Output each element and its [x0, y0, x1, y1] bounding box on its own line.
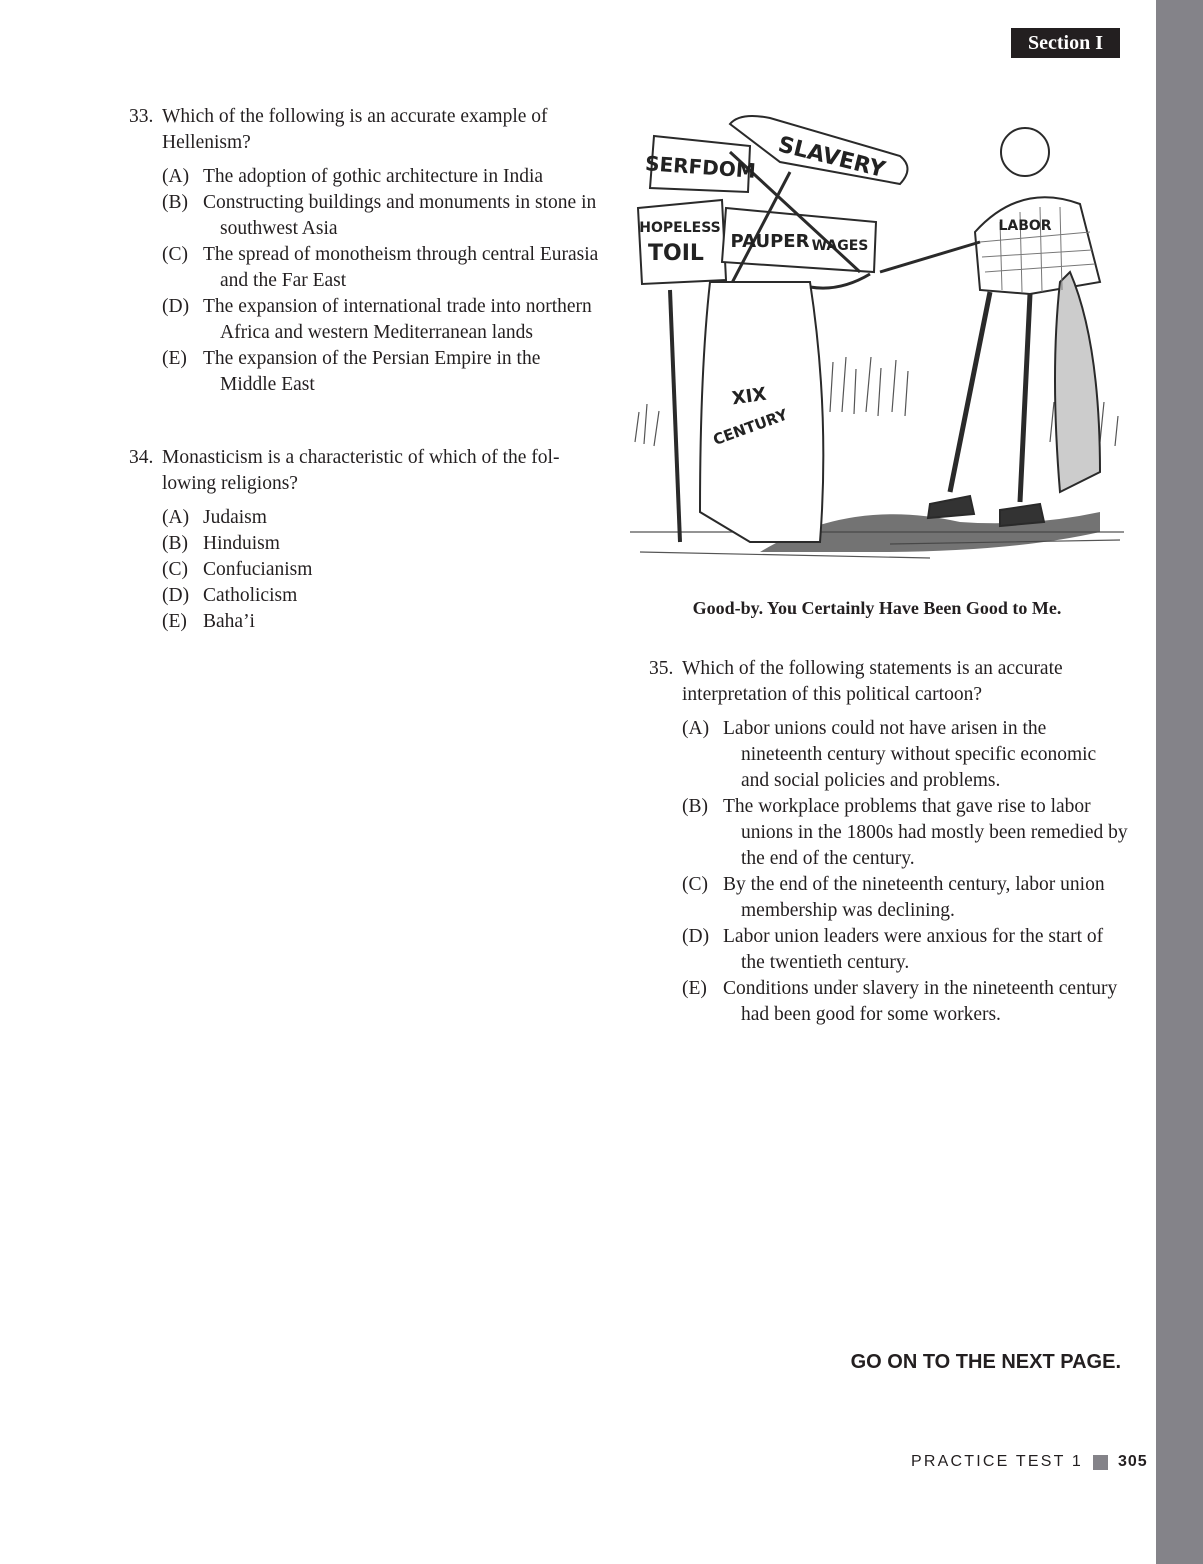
- option-label: (B): [682, 796, 708, 817]
- option-label: (B): [162, 533, 188, 554]
- option-label: (E): [162, 611, 187, 632]
- option-text: Labor unions could not have arisen in the nineteenth century without specific economic and social policies and problems.: [723, 718, 1097, 791]
- option-text: Conditions under slavery in the nineteenth century had been good for some workers.: [723, 978, 1118, 1025]
- question-stem: Monasticism is a characteristic of which of the fol-lowing religions?: [162, 447, 560, 494]
- cartoon-label-slavery: SLAVERY: [775, 132, 888, 184]
- option-label: (D): [682, 926, 710, 947]
- old-figure-robe: [700, 282, 823, 542]
- section-label: Section I: [1028, 31, 1103, 54]
- option-text: Catholicism: [203, 585, 298, 606]
- answer-option-a[interactable]: [682, 716, 1129, 794]
- question-34: [129, 445, 599, 635]
- option-text: Constructing buildings and monuments in stone in southwest Asia: [203, 192, 597, 239]
- answer-option-e[interactable]: [162, 609, 599, 635]
- option-label: (C): [162, 244, 188, 265]
- labor-figure-legs: [950, 292, 1030, 502]
- answer-option-d[interactable]: [162, 583, 599, 609]
- question-stem: Which of the following statements is an accurate interpretation of this political cartoon?: [682, 658, 1063, 705]
- cartoon-label-labor: LABOR: [998, 218, 1052, 234]
- option-label: (D): [162, 296, 190, 317]
- option-text: The expansion of the Persian Empire in the Middle East: [203, 348, 541, 395]
- section-badge: [1011, 28, 1120, 58]
- answer-option-e[interactable]: [682, 976, 1129, 1028]
- page-footer: [911, 1453, 1148, 1471]
- labor-figure-head: [1001, 128, 1049, 176]
- option-label: (B): [162, 192, 188, 213]
- answer-option-a[interactable]: [162, 164, 599, 190]
- go-on-notice: GO ON TO THE NEXT PAGE.: [850, 1351, 1121, 1373]
- question-number: 34.: [129, 447, 154, 468]
- walking-staff: [670, 290, 680, 542]
- cartoon-caption: Good-by. You Certainly Have Been Good to Me.: [692, 598, 1062, 618]
- option-label: (D): [162, 585, 190, 606]
- answer-option-c[interactable]: [682, 872, 1129, 924]
- cartoon-label-century: CENTURY: [710, 405, 790, 450]
- cartoon-label-hopeless: HOPELESS: [639, 220, 721, 236]
- option-label: (E): [682, 978, 707, 999]
- question-stem: Which of the following is an accurate example of Hellenism?: [162, 106, 548, 153]
- option-text: Hinduism: [203, 533, 280, 554]
- answer-option-b[interactable]: [162, 531, 599, 557]
- option-text: Confucianism: [203, 559, 313, 580]
- cartoon-label-xix: XIX: [730, 383, 768, 410]
- page-edge-tab: [1156, 0, 1203, 1564]
- option-label: (C): [682, 874, 708, 895]
- question-35: [649, 656, 1129, 1028]
- labor-figure-body: [975, 197, 1100, 294]
- option-label: (A): [682, 718, 710, 739]
- option-text: By the end of the nineteenth century, labor union membership was declining.: [723, 874, 1105, 921]
- cartoon-label-serfdom: SERFDOM: [644, 151, 757, 183]
- option-label: (A): [162, 166, 190, 187]
- cartoon-label-pauper: PAUPER: [730, 231, 810, 252]
- option-label: (C): [162, 559, 188, 580]
- option-label: (A): [162, 507, 190, 528]
- question-number: 35.: [649, 658, 674, 679]
- option-text: Judaism: [203, 507, 267, 528]
- answer-option-b[interactable]: [682, 794, 1129, 872]
- answer-option-c[interactable]: [162, 557, 599, 583]
- cartoon-label-wages: WAGES: [811, 238, 869, 254]
- option-text: The spread of monotheism through central Eurasia and the Far East: [203, 244, 599, 291]
- option-text: The workplace problems that gave rise to labor unions in the 1800s had mostly been remedied by the end of the century.: [723, 796, 1128, 869]
- test-name: PRACTICE TEST 1: [911, 1453, 1083, 1470]
- answer-option-d[interactable]: [162, 294, 599, 346]
- answer-option-c[interactable]: [162, 242, 599, 294]
- answer-option-b[interactable]: [162, 190, 599, 242]
- question-33: [129, 104, 599, 398]
- option-label: (E): [162, 348, 187, 369]
- cartoon-label-toil: TOIL: [648, 241, 704, 266]
- answer-option-e[interactable]: [162, 346, 599, 398]
- political-cartoon: [630, 112, 1124, 574]
- option-text: The adoption of gothic architecture in India: [203, 166, 544, 187]
- option-text: Labor union leaders were anxious for the start of the twentieth century.: [723, 926, 1104, 973]
- answer-option-a[interactable]: [162, 505, 599, 531]
- footer-square-icon: [1093, 1455, 1108, 1470]
- option-text: The expansion of international trade into northern Africa and western Mediterranean lands: [203, 296, 592, 343]
- labor-coat: [1055, 272, 1100, 492]
- question-number: 33.: [129, 106, 154, 127]
- option-text: Baha’i: [203, 611, 255, 632]
- answer-option-d[interactable]: [682, 924, 1129, 976]
- page-number: 305: [1118, 1453, 1148, 1470]
